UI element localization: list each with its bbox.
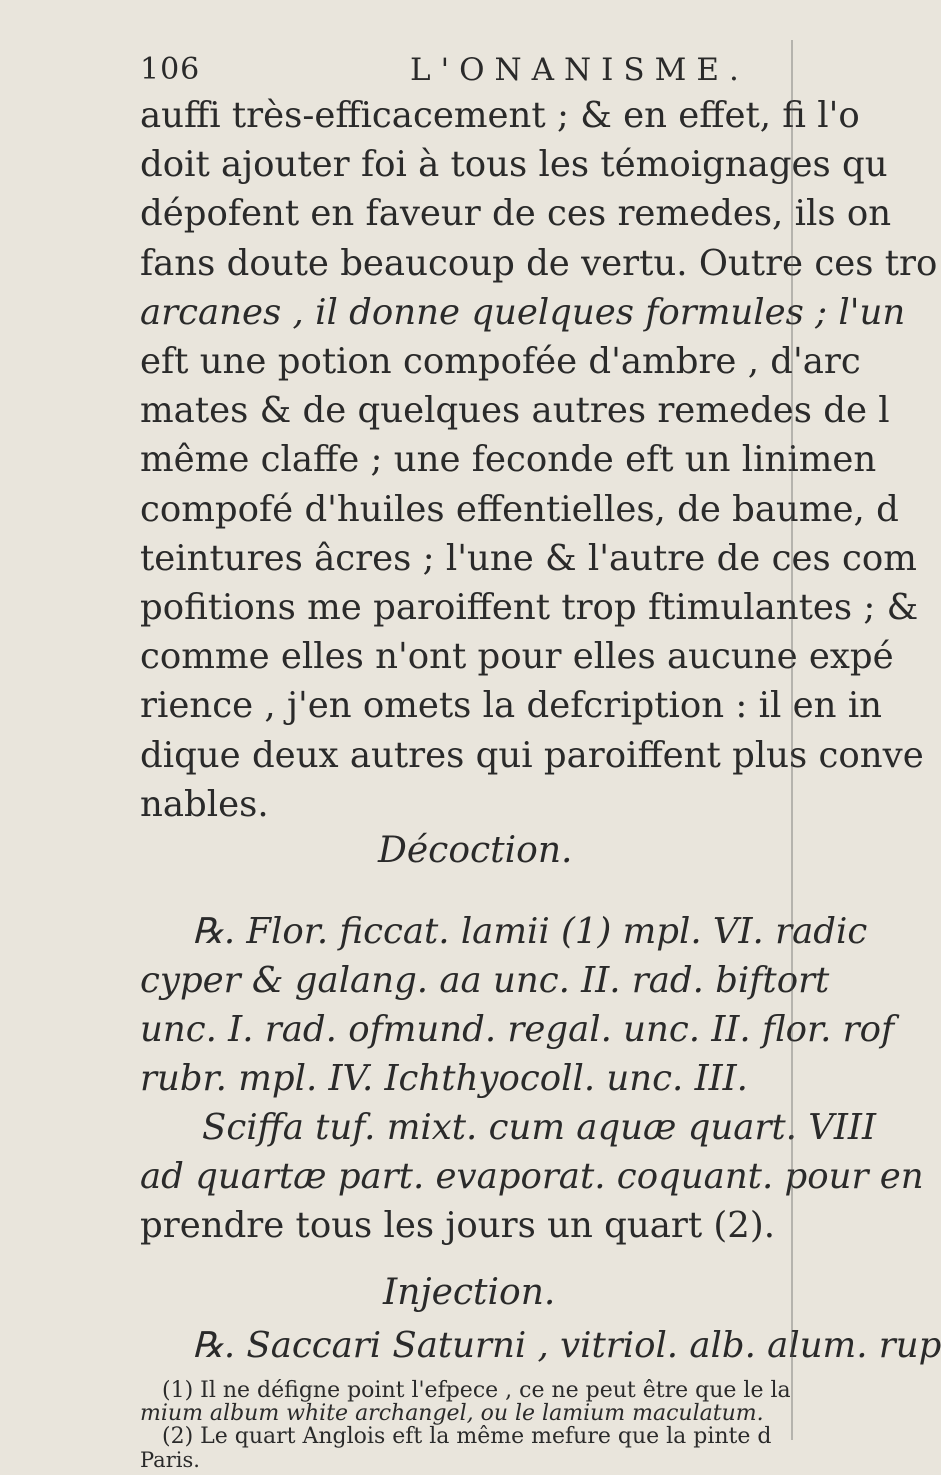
footnote: mium album white archangel, ou le lamium maculatum.	[140, 1401, 764, 1426]
body-line: rience , j'en omets la defcription : il en in	[140, 685, 883, 727]
footnote: Paris.	[140, 1448, 200, 1472]
recipe-line: rubr. mpl. IV. Ichthyocoll. unc. III.	[140, 1058, 748, 1099]
recipe-line: Sciffa tuf. mixt. cum aquæ quart. VIII	[202, 1107, 876, 1148]
body-line: comme elles n'ont pour elles aucune expé	[140, 636, 894, 678]
footnote: (1) Il ne défigne point l'efpece , ce ne peut être que le la	[162, 1378, 791, 1403]
body-line: compofé d'huiles effentielles, de baume, d	[140, 488, 899, 530]
body-line: doit ajouter foi à tous les témoignages qu	[140, 144, 888, 186]
body-line: pofitions me paroiffent trop ftimulantes ; &	[140, 587, 919, 628]
running-title: L'ONANISME.	[410, 52, 749, 88]
recipe-line: ad quartæ part. evaporat. coquant. pour en	[140, 1156, 924, 1197]
page-number: 106	[140, 52, 201, 87]
page-edge-shadow	[791, 40, 793, 1440]
section-heading-injection: Injection.	[383, 1272, 556, 1313]
recipe-line: ℞. Flor. ficcat. lamii (1) mpl. VI. radic	[192, 911, 868, 952]
body-line: eft une potion compofée d'ambre , d'arc	[140, 341, 861, 382]
body-line: mates & de quelques autres remedes de l	[140, 390, 890, 432]
recipe-line: ℞. Saccari Saturni , vitriol. alb. alum. rup	[192, 1325, 941, 1366]
section-heading-decoction: Décoction.	[378, 830, 573, 871]
body-line: teintures âcres ; l'une & l'autre de ces com	[140, 537, 917, 579]
body-line: auffi très-efficacement ; & en effet, fi l'o	[140, 95, 860, 136]
body-line: même claffe ; une feconde eft un linimen	[140, 439, 877, 481]
body-line: fans doute beaucoup de vertu. Outre ces tro	[140, 242, 938, 284]
page-header	[140, 52, 801, 92]
body-line: dépofent en faveur de ces remedes, ils on	[140, 193, 892, 235]
body-line: arcanes , il donne quelques formules ; l'un	[140, 291, 906, 333]
recipe-line: unc. I. rad. ofmund. regal. unc. II. flor. rof	[140, 1009, 895, 1050]
body-line: dique deux autres qui paroiffent plus conve	[140, 734, 924, 776]
footnote: (2) Le quart Anglois eft la même mefure que la pinte d	[162, 1424, 772, 1449]
recipe-line: prendre tous les jours un quart (2).	[140, 1205, 775, 1246]
recipe-line: cyper & galang. aa unc. II. rad. biftort	[140, 960, 830, 1001]
body-line: nables.	[140, 783, 269, 825]
